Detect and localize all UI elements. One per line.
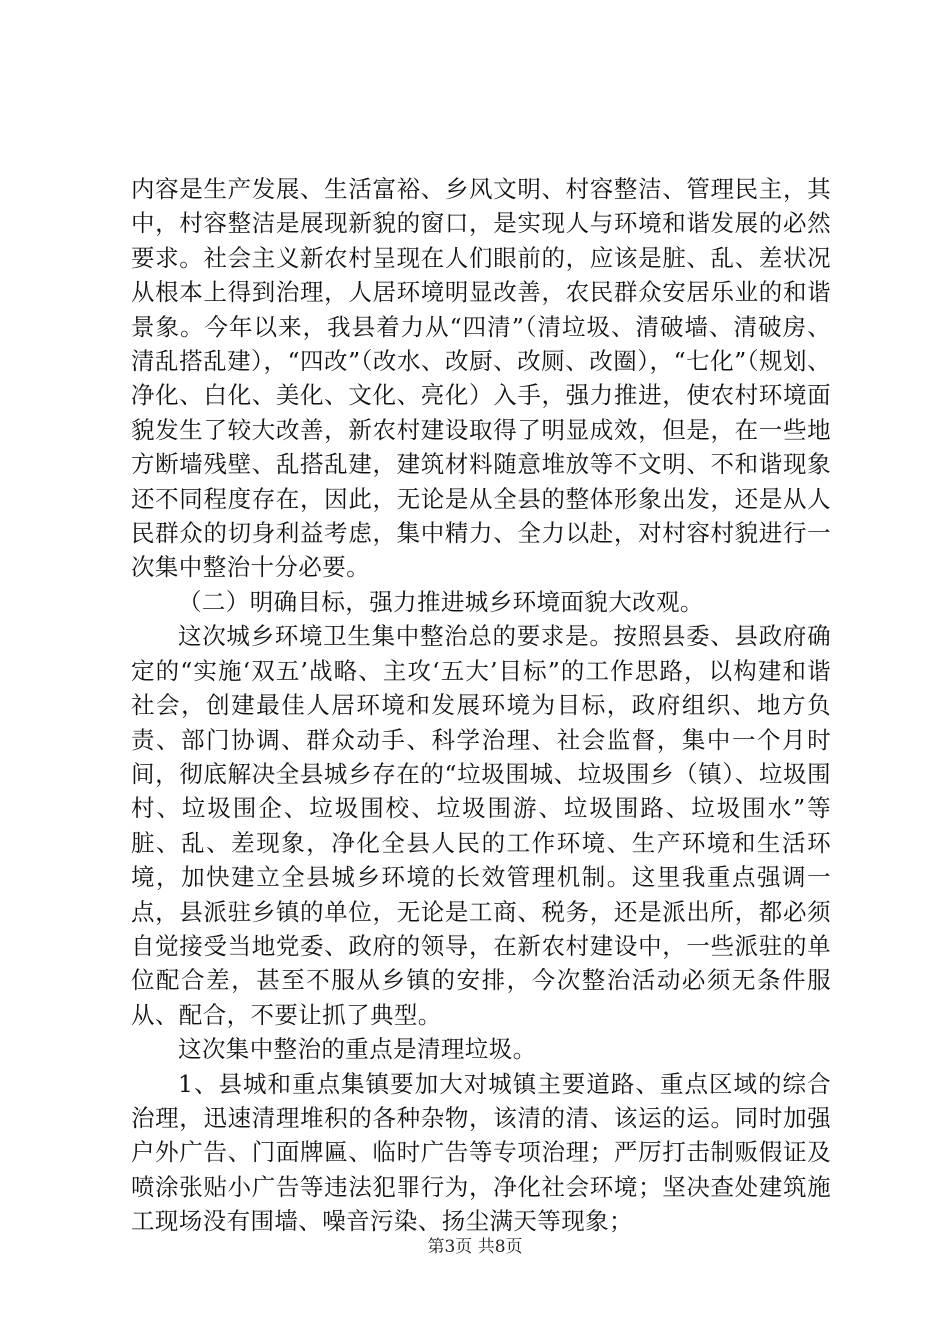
paragraph-continuation: 内容是生产发展、生活富裕、乡风文明、村容整洁、管理民主，其中，村容整洁是展现新貌的窗口，是实现人与环境和谐发展的必然要求。社会主义新农村呈现在人们眼前的，应该是脏、乱、差状况从根本上得到治理，人居环境明显改善，农民群众安居乐业的和谐景象。今年以来，我县着力从“四清”（清垃圾、清破墙、清破房、清乱搭乱建），“四改”（改水、改厨、改厕、改圈），“七化”（规划、净化、白化、美化、文化、亮化）入手，强力推进，使农村环境面貌发生了较大改善，新农村建设取得了明显成效，但是，在一些地方断墙残壁、乱搭乱建，建筑材料随意堆放等不文明、不和谐现象还不同程度存在，因此，无论是从全县的整体形象出发，还是从人民群众的切身利益考虑，集中精力、全力以赴，对村容村貌进行一次集中整治十分必要。: [131, 175, 831, 582]
paragraph-item-1: 1、县城和重点集镇要加大对城镇主要道路、重点区域的综合治理，迅速清理堆积的各种杂物，该清的清、该运的运。同时加强户外广告、门面牌匾、临时广告等专项治理；严厉打击制贩假证及喷涂张贴小广告等违法犯罪行为，净化社会环境；坚决查处建筑施工现场没有围墙、噪音污染、扬尘满天等现象；: [131, 1069, 831, 1236]
document-body: [131, 172, 831, 1239]
page-number-footer: 第3页 共8页: [427, 1237, 523, 1257]
paragraph-focus: 这次集中整治的重点是清理垃圾。: [178, 1035, 537, 1064]
section-heading: （二）明确目标，强力推进城乡环境面貌大改观。: [178, 587, 704, 616]
paragraph-requirements: 这次城乡环境卫生集中整治总的要求是。按照县委、县政府确定的“实施‘双五’战略、主攻‘五大’目标”的工作思路，以构建和谐社会，创建最佳人居环境和发展环境为目标，政府组织、地方负责、部门协调、群众动手、科学治理、社会监督，集中一个月时间，彻底解决全县城乡存在的“垃圾围城、垃圾围乡（镇）、垃圾围村、垃圾围企、垃圾围校、垃圾围游、垃圾围路、垃圾围水”等脏、乱、差现象，净化全县人民的工作环境、生产环境和生活环境，加快建立全县城乡环境的长效管理机制。这里我重点强调一点，县派驻乡镇的单位，无论是工商、税务，还是派出所，都必须自觉接受当地党委、政府的领导，在新农村建设中，一些派驻的单位配合差，甚至不服从乡镇的安排，今次整治活动必须无条件服从、配合，不要让抓了典型。: [131, 622, 831, 1029]
